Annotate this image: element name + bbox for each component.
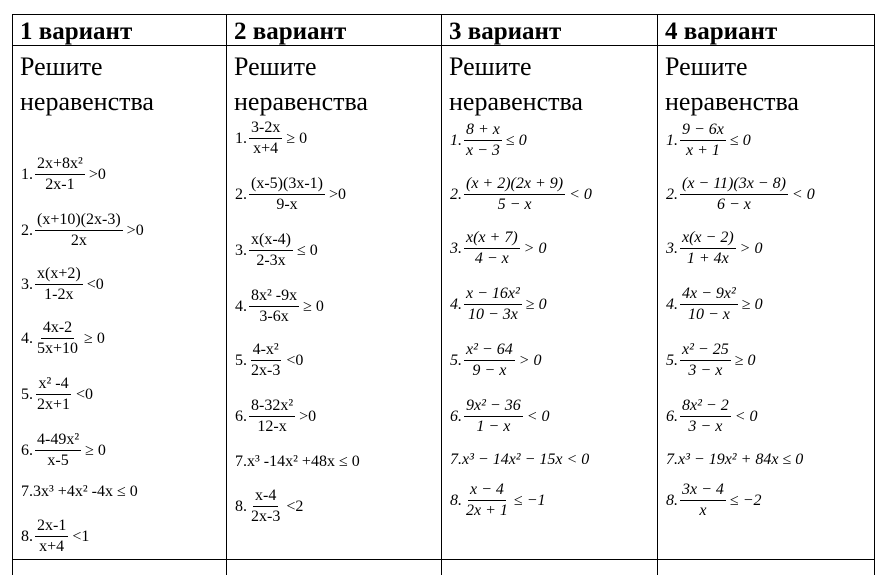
fraction xyxy=(464,285,522,324)
item-number: 2. xyxy=(450,185,462,203)
inequality-sign: <0 xyxy=(86,275,104,293)
inequality-sign: ≥ 0 xyxy=(286,129,308,147)
fraction xyxy=(464,481,510,520)
inequality-7 xyxy=(235,453,360,471)
item-number: 2. xyxy=(666,185,678,203)
denominator: 2-3x xyxy=(256,252,286,269)
variant-column-3 xyxy=(442,15,658,575)
fraction xyxy=(464,341,515,380)
inequality-sign: ≥ 0 xyxy=(525,295,547,313)
denominator: 2x-3 xyxy=(251,362,281,379)
numerator: (x + 2)(2x + 9) xyxy=(464,175,565,195)
inequality-8 xyxy=(450,481,545,520)
fraction xyxy=(35,319,80,358)
fraction xyxy=(464,175,565,214)
variant-column-2 xyxy=(227,15,442,575)
fraction xyxy=(35,375,72,414)
fraction xyxy=(680,175,788,214)
item-number: 6. xyxy=(21,441,33,459)
inequality-6 xyxy=(21,431,106,470)
fraction xyxy=(35,265,83,304)
denominator: 4 − x xyxy=(474,250,509,267)
numerator: 8x² -9x xyxy=(249,287,299,307)
item-number: 3. xyxy=(450,239,462,257)
fraction xyxy=(680,229,736,268)
inequality-3 xyxy=(666,229,762,268)
inequality-sign: < 0 xyxy=(569,185,592,203)
inequality-8 xyxy=(666,481,761,520)
variant-title: 2 вариант xyxy=(227,15,441,46)
item-number: 7. xyxy=(235,453,247,470)
task-line-2: неравенства xyxy=(449,87,583,116)
fraction xyxy=(35,431,81,470)
numerator: 4-x² xyxy=(251,341,281,361)
item-number: 8. xyxy=(666,491,678,509)
item-number: 1. xyxy=(450,131,462,149)
item-number: 5. xyxy=(21,385,33,403)
inequality-sign: >0 xyxy=(88,165,106,183)
denominator: 5 − x xyxy=(497,196,532,213)
numerator: x² -4 xyxy=(36,375,70,395)
inequality-sign: >0 xyxy=(328,185,346,203)
fraction xyxy=(464,229,520,268)
inequality-4 xyxy=(235,287,324,326)
fraction xyxy=(249,487,282,526)
inequality-6 xyxy=(450,397,550,436)
task-line-1: Решите xyxy=(234,52,317,81)
inequality-text: 3x³ +4x² -4x ≤ 0 xyxy=(33,483,138,500)
denominator: 12-x xyxy=(257,418,287,435)
item-number: 7. xyxy=(666,451,678,468)
numerator: (x-5)(3x-1) xyxy=(249,175,325,195)
item-number: 7. xyxy=(21,483,33,500)
inequality-3 xyxy=(21,265,104,304)
inequality-text: x³ − 14x² − 15x < 0 xyxy=(462,451,590,468)
denominator: x + 1 xyxy=(686,142,720,159)
numerator: 2x-1 xyxy=(35,517,68,537)
denominator: 9-x xyxy=(276,196,298,213)
fraction xyxy=(680,481,726,520)
numerator: 8x² − 2 xyxy=(680,397,731,417)
item-number: 7. xyxy=(450,451,462,468)
item-number: 6. xyxy=(666,407,678,425)
numerator: 3-2x xyxy=(249,119,282,139)
inequality-1 xyxy=(235,119,307,158)
numerator: x(x+2) xyxy=(35,265,83,285)
item-number: 4. xyxy=(450,295,462,313)
numerator: x(x − 2) xyxy=(680,229,736,249)
variant-title: 1 вариант xyxy=(13,15,226,46)
fraction xyxy=(680,341,731,380)
fraction xyxy=(249,175,325,214)
inequality-6 xyxy=(666,397,758,436)
inequality-text: x³ − 19x² + 84x ≤ 0 xyxy=(678,451,804,468)
denominator: 9 − x xyxy=(472,362,507,379)
inequality-6 xyxy=(235,397,316,436)
item-number: 3. xyxy=(21,275,33,293)
item-number: 6. xyxy=(235,407,247,425)
variant-column-1 xyxy=(13,15,227,575)
inequality-5 xyxy=(450,341,542,380)
fraction xyxy=(680,285,738,324)
inequality-8 xyxy=(21,517,89,556)
inequality-5 xyxy=(666,341,755,380)
inequality-sign: <0 xyxy=(76,385,94,403)
item-number: 3. xyxy=(666,239,678,257)
numerator: x − 4 xyxy=(468,481,506,501)
item-number: 6. xyxy=(450,407,462,425)
denominator: 3-6x xyxy=(259,308,289,325)
item-number: 4. xyxy=(21,329,33,347)
numerator: x − 16x² xyxy=(464,285,522,305)
numerator: x² − 64 xyxy=(464,341,515,361)
inequality-4 xyxy=(21,319,105,358)
item-number: 2. xyxy=(235,185,247,203)
variants-table xyxy=(12,14,875,575)
inequality-sign: > 0 xyxy=(739,239,763,257)
variant-title: 4 вариант xyxy=(658,15,874,46)
fraction xyxy=(249,341,282,380)
item-number: 1. xyxy=(235,129,247,147)
numerator: (x − 11)(3x − 8) xyxy=(680,175,788,195)
inequality-sign: ≤ 0 xyxy=(296,241,318,259)
denominator: x − 3 xyxy=(466,142,500,159)
denominator: x-5 xyxy=(47,452,69,469)
inequality-4 xyxy=(450,285,547,324)
denominator: x xyxy=(699,502,707,519)
inequality-7 xyxy=(21,483,138,501)
inequality-sign: ≤ −2 xyxy=(729,491,762,509)
fraction xyxy=(35,517,68,556)
inequality-sign: <2 xyxy=(286,497,304,515)
denominator: 1 + 4x xyxy=(686,250,729,267)
item-number: 3. xyxy=(235,241,247,259)
item-number: 8. xyxy=(235,497,247,515)
inequality-7 xyxy=(450,451,589,469)
denominator: 10 − x xyxy=(687,306,730,323)
item-number: 5. xyxy=(450,351,462,369)
numerator: (x+10)(2x-3) xyxy=(35,211,123,231)
denominator: 2x + 1 xyxy=(466,502,508,519)
inequality-7 xyxy=(666,451,803,469)
numerator: x² − 25 xyxy=(680,341,731,361)
inequality-sign: ≥ 0 xyxy=(85,441,106,459)
fraction xyxy=(464,121,502,160)
fraction xyxy=(680,397,731,436)
inequality-sign: < 0 xyxy=(734,407,758,425)
fraction xyxy=(249,397,295,436)
denominator: 2x-3 xyxy=(251,508,281,525)
inequality-sign: ≤ 0 xyxy=(729,131,751,149)
inequality-sign: <0 xyxy=(286,351,304,369)
task-line-2: неравенства xyxy=(20,87,154,116)
fraction xyxy=(35,155,85,194)
item-number: 5. xyxy=(235,351,247,369)
item-number: 4. xyxy=(235,297,247,315)
inequality-sign: ≥ 0 xyxy=(303,297,324,315)
denominator: x+4 xyxy=(253,140,279,157)
task-line-1: Решите xyxy=(665,52,748,81)
inequality-sign: ≤ −1 xyxy=(513,491,546,509)
task-line-1: Решите xyxy=(449,52,532,81)
item-number: 5. xyxy=(666,351,678,369)
denominator: x+4 xyxy=(39,538,65,555)
inequality-5 xyxy=(235,341,303,380)
inequality-4 xyxy=(666,285,763,324)
inequality-3 xyxy=(450,229,546,268)
denominator: 3 − x xyxy=(688,362,723,379)
inequality-2 xyxy=(666,175,815,214)
fraction xyxy=(464,397,523,436)
denominator: 1-2x xyxy=(44,286,74,303)
item-number: 4. xyxy=(666,295,678,313)
inequality-sign: ≤ 0 xyxy=(505,131,527,149)
inequality-sign: >0 xyxy=(299,407,317,425)
numerator: 8-32x² xyxy=(249,397,295,417)
inequality-sign: ≥ 0 xyxy=(734,351,756,369)
numerator: 3x − 4 xyxy=(680,481,726,501)
inequality-1 xyxy=(21,155,106,194)
inequality-sign: > 0 xyxy=(518,351,542,369)
numerator: x(x-4) xyxy=(249,231,293,251)
inequality-1 xyxy=(450,121,527,160)
numerator: 9 − 6x xyxy=(680,121,726,141)
inequality-3 xyxy=(235,231,318,270)
fraction xyxy=(680,121,726,160)
inequality-sign: ≥ 0 xyxy=(84,329,105,347)
numerator: 8 + x xyxy=(464,121,502,141)
denominator: 1 − x xyxy=(476,418,511,435)
item-number: 2. xyxy=(21,221,33,239)
item-number: 1. xyxy=(21,165,33,183)
inequality-5 xyxy=(21,375,93,414)
fraction xyxy=(249,231,293,270)
inequality-1 xyxy=(666,121,751,160)
inequality-sign: < 0 xyxy=(526,407,550,425)
variant-column-4 xyxy=(658,15,875,575)
inequality-2 xyxy=(235,175,346,214)
inequality-sign: < 0 xyxy=(791,185,815,203)
denominator: 2x xyxy=(70,232,87,249)
fraction xyxy=(249,287,299,326)
task-line-2: неравенства xyxy=(665,87,799,116)
denominator: 3 − x xyxy=(688,418,723,435)
inequality-sign: ≥ 0 xyxy=(741,295,763,313)
inequality-2 xyxy=(450,175,592,214)
denominator: 2x+1 xyxy=(37,396,71,413)
numerator: 4x-2 xyxy=(41,319,74,339)
denominator: 6 − x xyxy=(717,196,751,213)
numerator: x(x + 7) xyxy=(464,229,520,249)
inequality-sign: > 0 xyxy=(523,239,547,257)
numerator: 4-49x² xyxy=(35,431,81,451)
numerator: x-4 xyxy=(253,487,278,507)
numerator: 9x² − 36 xyxy=(464,397,523,417)
inequality-2 xyxy=(21,211,144,250)
item-number: 8. xyxy=(21,527,33,545)
inequality-sign: <1 xyxy=(72,527,90,545)
inequality-text: x³ -14x² +48x ≤ 0 xyxy=(247,453,360,470)
fraction xyxy=(35,211,123,250)
inequality-sign: >0 xyxy=(126,221,144,239)
task-line-1: Решите xyxy=(20,52,103,81)
task-line-2: неравенства xyxy=(234,87,368,116)
denominator: 2x-1 xyxy=(45,176,75,193)
inequality-8 xyxy=(235,487,303,526)
denominator: 10 − 3x xyxy=(467,306,518,323)
item-number: 8. xyxy=(450,491,462,509)
numerator: 2x+8x² xyxy=(35,155,85,175)
table-bottom-line xyxy=(12,559,874,560)
numerator: 4x − 9x² xyxy=(680,285,738,305)
item-number: 1. xyxy=(666,131,678,149)
fraction xyxy=(249,119,282,158)
denominator: 5x+10 xyxy=(37,340,79,357)
variant-title: 3 вариант xyxy=(442,15,657,46)
